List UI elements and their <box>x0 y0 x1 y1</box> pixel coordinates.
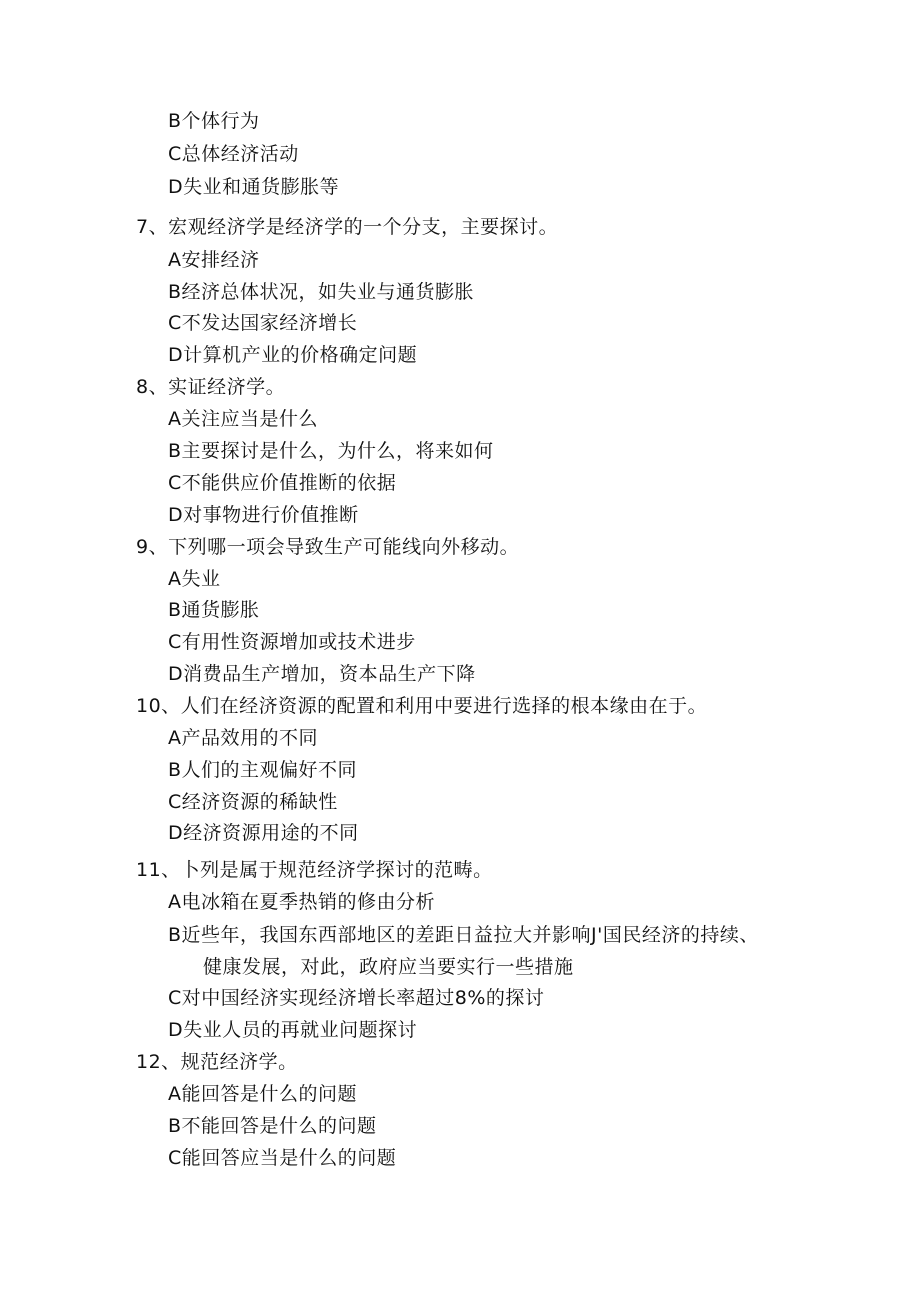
option-9d: D消费品生产增加，资本品生产下降 <box>168 663 476 685</box>
option-6d: D失业和通货膨胀等 <box>168 176 340 198</box>
option-6c: C总体经济活动 <box>168 143 299 165</box>
option-11b: B近些年，我国东西部地区的差距日益拉大并影响J'国民经济的持续、 <box>168 924 759 946</box>
option-10a: A产品效用的不同 <box>168 727 318 749</box>
option-11d: D失业人员的再就业问题探讨 <box>168 1019 418 1041</box>
option-7a: A安排经济 <box>168 249 260 271</box>
option-10b: B人们的主观偏好不同 <box>168 759 358 781</box>
option-8c: C不能供应价值推断的依据 <box>168 472 397 494</box>
question-7: 7、宏观经济学是经济学的一个分支，主要探讨。 <box>136 216 559 238</box>
option-7c: C不发达国家经济增长 <box>168 312 358 334</box>
option-10d: D经济资源用途的不同 <box>168 822 359 844</box>
option-11b-continuation: 健康发展，对此，政府应当要实行一些措施 <box>203 956 574 978</box>
option-12b: B不能回答是什么的问题 <box>168 1115 377 1137</box>
option-12c: C能回答应当是什么的问题 <box>168 1147 397 1169</box>
option-7d: D计算机产业的价格确定问题 <box>168 344 418 366</box>
option-10c: C经济资源的稀缺性 <box>168 791 338 813</box>
option-9c: C有用性资源增加或技术进步 <box>168 631 416 653</box>
option-9a: A失业 <box>168 568 221 590</box>
option-8d: D对事物进行价值推断 <box>168 504 359 526</box>
question-11: 11、卜列是属于规范经济学探讨的范畴。 <box>136 859 493 881</box>
question-12: 12、规范经济学。 <box>136 1051 298 1073</box>
option-8b: B主要探讨是什么，为什么，将来如何 <box>168 440 494 462</box>
option-11c: C对中国经济实现经济增长率超过8%的探讨 <box>168 987 545 1009</box>
option-12a: A能回答是什么的问题 <box>168 1083 357 1105</box>
option-11a: A电冰箱在夏季热销的修由分析 <box>168 891 435 913</box>
question-10: 10、人们在经济资源的配置和利用中要进行选择的根本缘由在于。 <box>136 695 708 717</box>
option-7b: B经济总体状况，如失业与通货膨胀 <box>168 281 475 303</box>
question-9: 9、下列哪一项会导致生产可能线向外移动。 <box>136 536 520 558</box>
question-8: 8、实证经济学。 <box>136 376 286 398</box>
option-8a: A关注应当是什么 <box>168 408 318 430</box>
option-9b: B通货膨胀 <box>168 599 260 621</box>
option-6b: B个体行为 <box>168 110 260 132</box>
